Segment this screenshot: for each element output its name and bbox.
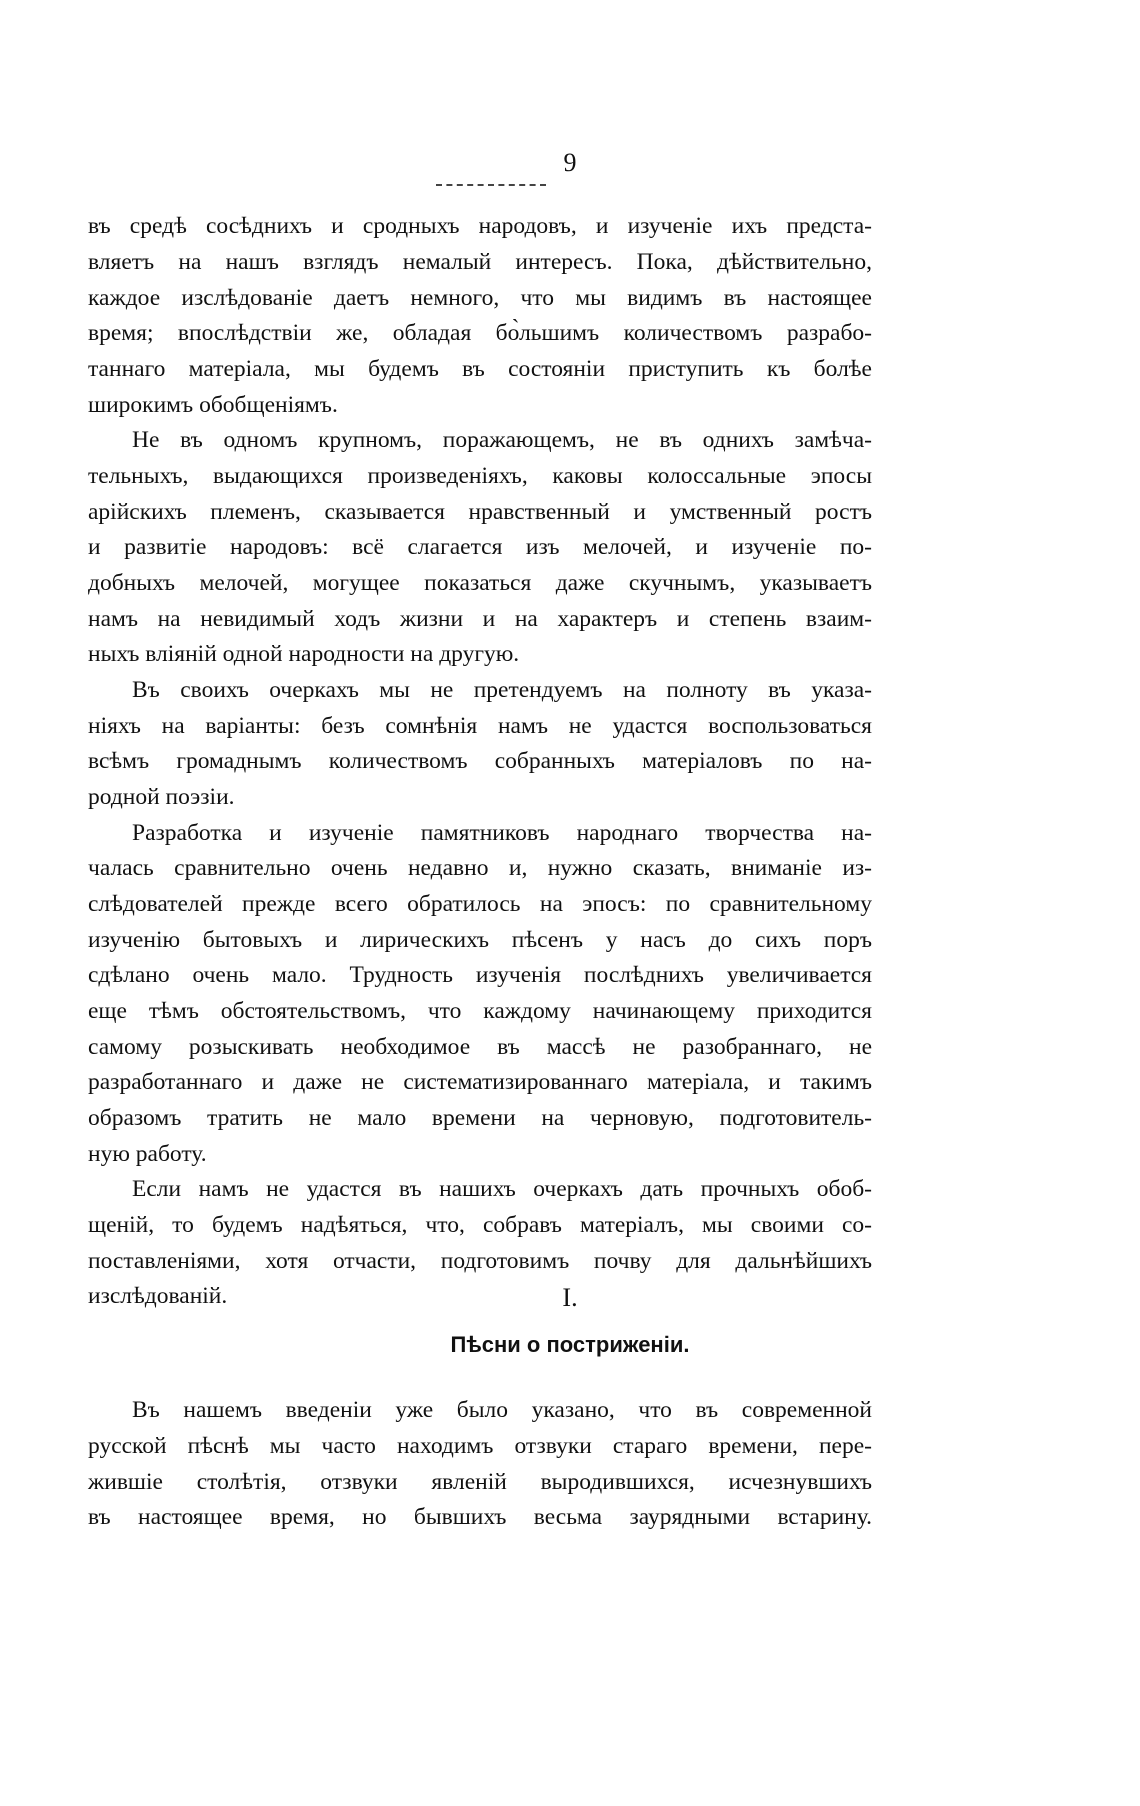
text-line: добныхъ мелочей, могущее показаться даже скучнымъ, указываетъ [88, 570, 872, 596]
text-line: русской пѣснѣ мы часто находимъ отзвуки стараго времени, пере- [88, 1433, 872, 1459]
text-line: слѣдователей прежде всего обратилось на эпосъ: по сравнительному [88, 891, 872, 917]
text-line: родной поэзіи. [88, 784, 235, 810]
text-line: каждое изслѣдованіе даетъ немного, что мы видимъ въ настоящее [88, 285, 872, 311]
text-line: самому розыскивать необходимое въ массѣ не разобраннаго, не [88, 1034, 872, 1060]
text-line: намъ на невидимый ходъ жизни и на характеръ и степень взаим- [88, 606, 872, 632]
text-line: изученію бытовыхъ и лирическихъ пѣсенъ у насъ до сихъ поръ [88, 927, 872, 953]
text-line: время; впослѣдствіи же, обладая бо̀льшимъ количествомъ разрабо- [88, 320, 872, 346]
text-line: Не въ одномъ крупномъ, поражающемъ, не въ однихъ замѣча- [132, 427, 872, 453]
text-line: еще тѣмъ обстоятельствомъ, что каждому начинающему приходится [88, 998, 872, 1024]
text-line: Если намъ не удастся въ нашихъ очеркахъ дать прочныхъ обоб- [132, 1176, 872, 1202]
text-line: чалась сравнительно очень недавно и, нужно сказать, вниманіе из- [88, 855, 872, 881]
page-number: 9 [563, 148, 577, 177]
text-line: въ средѣ сосѣднихъ и сродныхъ народовъ, и изученіе ихъ предста- [88, 213, 872, 239]
text-line: въ настоящее время, но бывшихъ весьма заурядными встарину. [88, 1504, 872, 1530]
text-line: поставленіями, хотя отчасти, подготовимъ почву для дальнѣйшихъ [88, 1248, 872, 1274]
text-line: Въ своихъ очеркахъ мы не претендуемъ на полноту въ указа- [132, 677, 872, 703]
text-line: вляетъ на нашъ взглядъ немалый интересъ. Пока, дѣйствительно, [88, 249, 872, 275]
text-line: и развитіе народовъ: всё слагается изъ мелочей, и изученіе по- [88, 534, 872, 560]
text-line: всѣмъ громаднымъ количествомъ собранныхъ матеріаловъ по на- [88, 748, 872, 774]
text-line: щеній, то будемъ надѣяться, что, собравъ матеріалъ, мы своими со- [88, 1212, 872, 1238]
text-line: Разработка и изученіе памятниковъ народнаго творчества на- [132, 820, 872, 846]
text-line: сдѣлано очень мало. Трудность изученія послѣднихъ увеличивается [88, 962, 872, 988]
page-number-rule [436, 184, 546, 186]
text-line: изслѣдованій. [88, 1283, 228, 1309]
text-line: ніяхъ на варіанты: безъ сомнѣнія намъ не удастся воспользоваться [88, 713, 872, 739]
section-numeral: I. [562, 1283, 578, 1312]
text-line: таннаго матеріала, мы будемъ въ состояніи приступить къ болѣе [88, 356, 872, 382]
text-line: широкимъ обобщеніямъ. [88, 392, 338, 418]
text-line: ныхъ вліяній одной народности на другую. [88, 641, 520, 667]
text-line: Въ нашемъ введеніи уже было указано, что въ современной [132, 1397, 872, 1423]
text-line: тельныхъ, выдающихся произведеніяхъ, каковы колоссальные эпосы [88, 463, 872, 489]
text-line: разработаннаго и даже не систематизированнаго матеріала, и такимъ [88, 1069, 872, 1095]
text-line: образомъ тратить не мало времени на черновую, подготовитель- [88, 1105, 872, 1131]
section-title: Пѣсни о постриженіи. [450, 1332, 690, 1357]
text-line: арійскихъ племенъ, сказывается нравственный и умственный ростъ [88, 499, 872, 525]
text-line: жившіе столѣтія, отзвуки явленій выродившихся, исчезнувшихъ [88, 1469, 872, 1495]
text-line: ную работу. [88, 1141, 207, 1167]
